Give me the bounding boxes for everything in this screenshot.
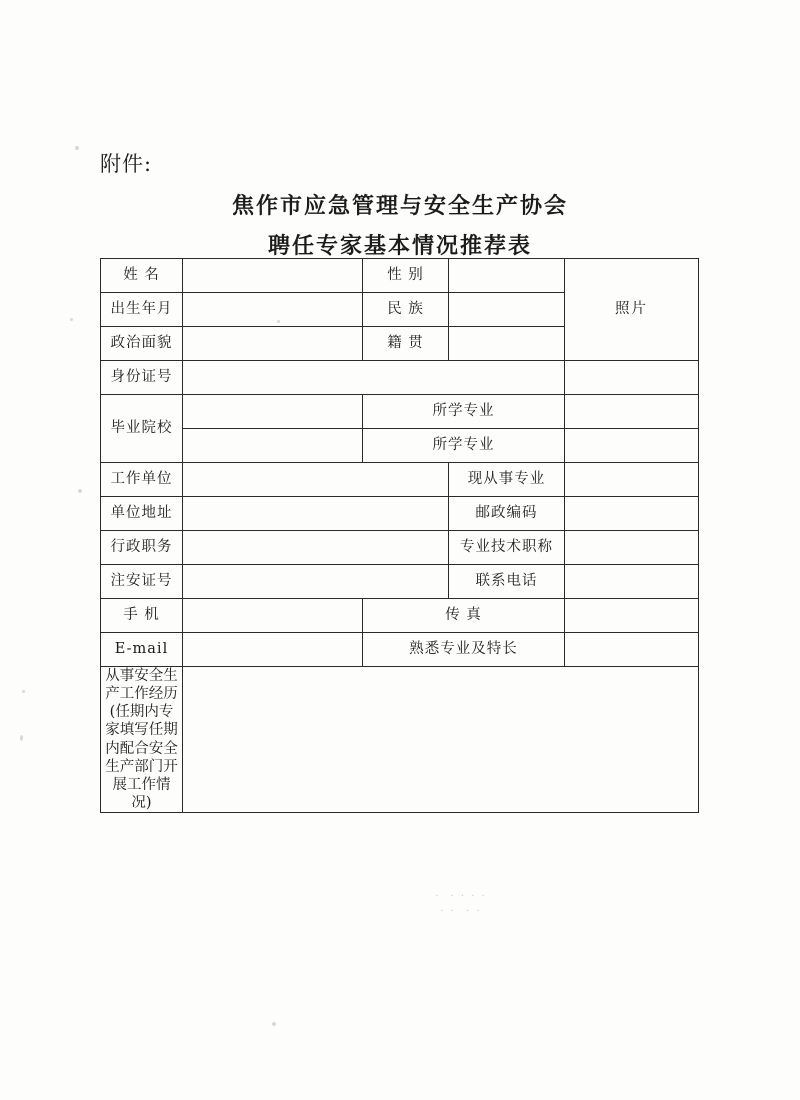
label-unit-address: 单位地址 (101, 497, 183, 531)
label-postcode: 邮政编码 (449, 497, 565, 531)
title-line-2: 聘任专家基本情况推荐表 (267, 233, 532, 259)
field-political-status[interactable] (183, 327, 363, 361)
table-row (101, 259, 699, 293)
label-major-2: 所学专业 (363, 429, 565, 463)
field-unit-address[interactable] (183, 497, 449, 531)
scan-artifact-text: · · · · · (435, 890, 488, 902)
photo-spacer-cell (565, 361, 699, 395)
table-row (101, 395, 699, 429)
table-row (101, 361, 699, 395)
field-ethnicity[interactable] (449, 293, 565, 327)
field-name[interactable] (183, 259, 363, 293)
label-work-experience: 从事安全生产工作经历(任期内专家填写任期内配合安全生产部门开展工作情况) (101, 667, 183, 813)
label-major-1: 所学专业 (363, 395, 565, 429)
scan-artifact-text: · · · · (440, 905, 482, 917)
scan-speck (20, 735, 23, 741)
field-mobile[interactable] (183, 599, 363, 633)
field-current-major[interactable] (565, 463, 699, 497)
label-fax: 传 真 (363, 599, 565, 633)
field-gender[interactable] (449, 259, 565, 293)
field-admin-post[interactable] (183, 531, 449, 565)
document-title (0, 186, 800, 266)
scan-speck (22, 690, 25, 693)
field-id-number[interactable] (183, 361, 565, 395)
label-political-status: 政治面貌 (101, 327, 183, 361)
field-graduate-school-2[interactable] (183, 429, 363, 463)
label-birth-date: 出生年月 (101, 293, 183, 327)
label-work-unit: 工作单位 (101, 463, 183, 497)
table-row (101, 633, 699, 667)
label-phone: 联系电话 (449, 565, 565, 599)
label-id-number: 身份证号 (101, 361, 183, 395)
label-specialty: 熟悉专业及特长 (363, 633, 565, 667)
label-safety-cert: 注安证号 (101, 565, 183, 599)
label-current-major: 现从事专业 (449, 463, 565, 497)
field-safety-cert[interactable] (183, 565, 449, 599)
scan-speck (272, 1022, 276, 1026)
field-email[interactable] (183, 633, 363, 667)
label-admin-post: 行政职务 (101, 531, 183, 565)
field-work-unit[interactable] (183, 463, 449, 497)
label-graduate-school: 毕业院校 (101, 395, 183, 463)
table-row (101, 565, 699, 599)
field-native-place[interactable] (449, 327, 565, 361)
field-postcode[interactable] (565, 497, 699, 531)
table-row (101, 429, 699, 463)
table-row (101, 667, 699, 813)
scan-speck (70, 318, 73, 321)
field-work-experience[interactable] (183, 667, 699, 813)
attachment-label: 附件: (100, 152, 153, 176)
label-tech-title: 专业技术职称 (449, 531, 565, 565)
scan-speck (78, 489, 82, 493)
expert-recommendation-form (100, 258, 699, 813)
table-row (101, 497, 699, 531)
field-major-2[interactable] (565, 429, 699, 463)
label-email: E-mail (101, 633, 183, 667)
label-name: 姓 名 (101, 259, 183, 293)
photo-placeholder[interactable]: 照片 (565, 259, 699, 361)
field-birth-date[interactable] (183, 293, 363, 327)
table-row (101, 531, 699, 565)
label-ethnicity: 民 族 (363, 293, 449, 327)
field-major-1[interactable] (565, 395, 699, 429)
table-row (101, 599, 699, 633)
field-specialty[interactable] (565, 633, 699, 667)
table-row (101, 463, 699, 497)
field-tech-title[interactable] (565, 531, 699, 565)
label-mobile: 手 机 (101, 599, 183, 633)
field-fax[interactable] (565, 599, 699, 633)
label-gender: 性 别 (363, 259, 449, 293)
field-phone[interactable] (565, 565, 699, 599)
field-graduate-school-1[interactable] (183, 395, 363, 429)
title-line-1: 焦作市应急管理与安全生产协会 (231, 193, 568, 219)
label-native-place: 籍 贯 (363, 327, 449, 361)
scan-speck (75, 146, 79, 150)
